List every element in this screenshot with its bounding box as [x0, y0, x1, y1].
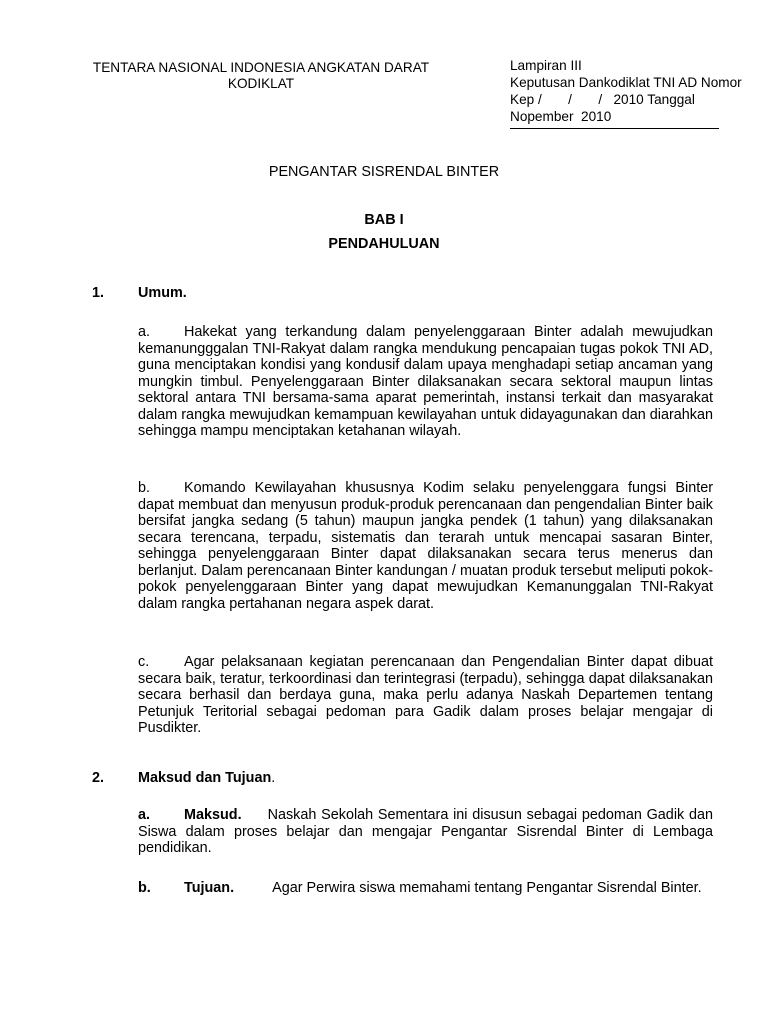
- decree-number: Kep / / / 2010 Tanggal: [510, 92, 695, 107]
- paragraph-text: Agar Perwira siswa memahami tentang Pengantar Sisrendal Binter.: [272, 880, 702, 896]
- chapter-title: PENDAHULUAN: [328, 236, 440, 252]
- paragraph-text: Komando Kewilayahan khususnya Kodim selaku penyelenggara fungsi Binter dapat membuat dan menyusun produk-produk perencanaan dan pengendalian Binter baik bersifat jangka sedang (5 tahun) maupun jangka pendek (1 tahun) yang dilaksanakan secara terencana, terpadu, sistematis dan terarah untuk mencapai sasaran Binter, sehingga penyelenggaraan Binter dapat dilaksanakan secara terus menerus dan berlanjut. Dalam perencanaan Binter kandungan / muatan produk tersebut meliputi pokok-pokok penyelenggaraan Binter yang dapat mewujudkan Kemanunggalan TNI-Rakyat dalam rangka pertahanan negara aspek darat.: [138, 480, 713, 612]
- decree-label: Keputusan Dankodiklat TNI AD Nomor: [510, 75, 742, 90]
- section-number: 2.: [92, 770, 105, 786]
- paragraph-label: Maksud.: [184, 807, 242, 823]
- paragraph-marker: b.: [138, 880, 151, 896]
- paragraph-marker: a.: [138, 807, 151, 823]
- document-title: PENGANTAR SISRENDAL BINTER: [268, 164, 500, 180]
- organization-name: TENTARA NASIONAL INDONESIA ANGKATAN DARAT: [92, 60, 430, 75]
- section-number: 1.: [92, 285, 105, 301]
- section-heading: [138, 770, 275, 786]
- paragraph: [138, 807, 713, 857]
- paragraph-label: Tujuan.: [184, 880, 235, 896]
- attachment-label: Lampiran III: [510, 58, 582, 73]
- chapter-number: BAB I: [364, 212, 404, 228]
- organization-unit: KODIKLAT: [227, 76, 295, 91]
- paragraph-text: Naskah Sekolah Sementara ini disusun sebagai pedoman Gadik dan Siswa dalam proses belajar dan mengajar Pengantar Sisrendal Binter di Lembaga pendidikan.: [138, 807, 713, 856]
- paragraph: [138, 654, 713, 737]
- decree-date: Nopember 2010: [510, 109, 612, 124]
- paragraph: [138, 324, 713, 440]
- section-heading-text: Maksud dan Tujuan: [138, 770, 272, 786]
- paragraph: [138, 880, 713, 897]
- paragraph-marker: a.: [138, 324, 151, 340]
- section-heading: Umum.: [138, 285, 187, 301]
- paragraph-marker: c.: [138, 654, 150, 670]
- reference-block: [510, 57, 742, 125]
- organization-header: [78, 60, 444, 92]
- section-heading-suffix: .: [271, 770, 276, 786]
- paragraph-text: Hakekat yang terkandung dalam penyelenggaraan Binter adalah mewujudkan kemanungggalan TNI-Rakyat dalam rangka mendukung pencapaian tugas pokok TNI AD, guna menciptakan kondisi yang kondusif dalam upaya menghadapi setiap ancaman yang mungkin timbul. Penyelenggaraan Binter dilaksanakan secara sektoral maupun lintas sektoral antara TNI bersama-sama aparat pemerintah, instansi terkait dan masyarakat dalam rangka mewujudkan kemampuan kewilayahan untuk didayagunakan dan diarahkan sehingga mampu menciptakan ketahanan wilayah.: [138, 324, 713, 439]
- paragraph-marker: b.: [138, 480, 151, 496]
- paragraph-text: Agar pelaksanaan kegiatan perencanaan dan Pengendalian Binter dapat dibuat secara baik, teratur, terkoordinasi dan terintegrasi (terpadu), sehingga dapat dilaksanakan secara berhasil dan berdaya guna, maka perlu adanya Naskah Departemen tentang Petunjuk Teritorial sebagai pedoman para Gadik dalam proses belajar mengajar di Pusdikter.: [138, 654, 713, 736]
- paragraph: [138, 480, 713, 612]
- reference-underline: [510, 128, 719, 129]
